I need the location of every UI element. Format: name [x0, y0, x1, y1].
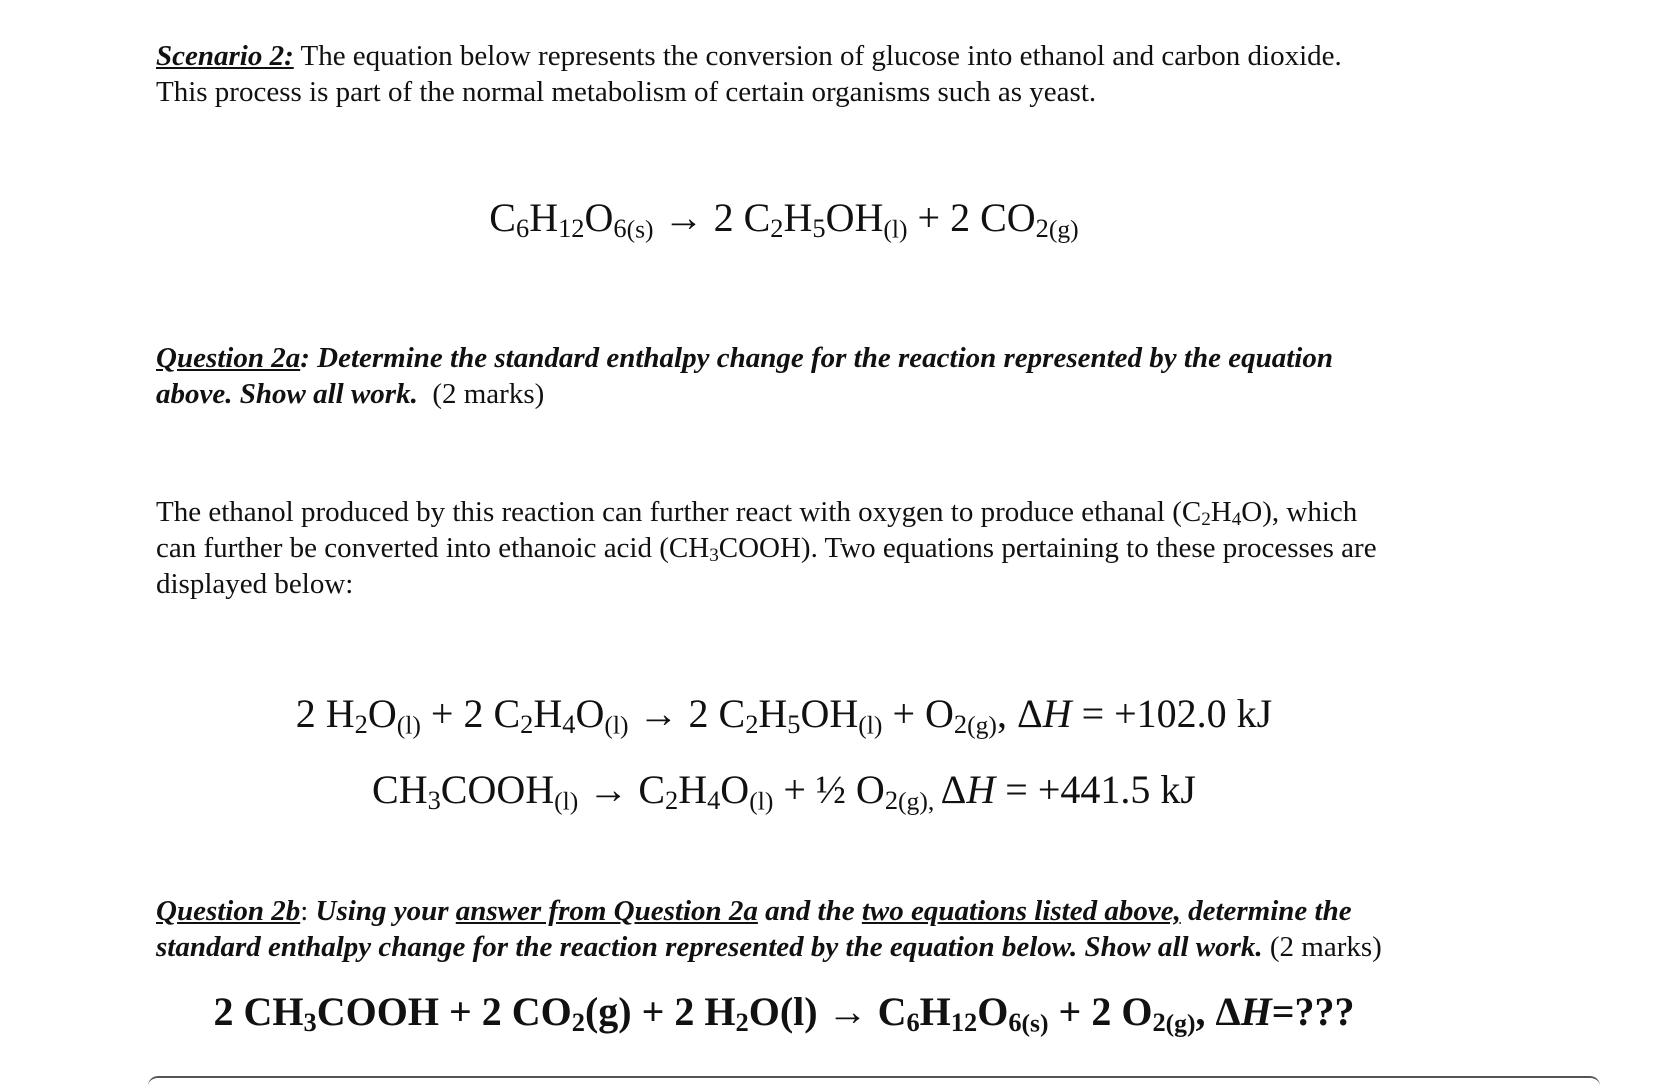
- ethanol-paragraph: [156, 494, 1416, 602]
- question-2b-line-2: standard enthalpy change for the reaction represented by the equation below. Show all work. (2 marks): [156, 931, 1382, 963]
- reaction-arrow: →: [653, 195, 714, 240]
- scenario-line-1: Scenario 2: The equation below represents the conversion of glucose into ethanol and carbon dioxide.: [156, 40, 1342, 72]
- reaction-arrow: →: [628, 691, 689, 736]
- ethanol-line-2: can further be converted into ethanoic acid $(CH_3COOH)$. Two equations pertaining to these processes are: [156, 532, 1377, 567]
- target-equation: 2 $CH_3COOH + 2$ $CO_2(g) + 2$ $H_2O(l) \to C_6H_{12}O_6(s) + 2$ $O_2(g)$, ΔH=???: [213, 989, 1355, 1038]
- ethanol-line-1: The ethanol produced by this reaction can further react with oxygen to produce ethanal $(C_2H_4O)$, which: [156, 496, 1358, 531]
- reaction-arrow: →: [817, 989, 878, 1034]
- ethanol-line-3: displayed below:: [156, 568, 354, 600]
- question-2a-marks: (2 marks): [417, 378, 545, 410]
- question-2a-label: Question 2a: [156, 342, 301, 374]
- question-2b: [156, 893, 1456, 965]
- equation-1: 2 $H_2O(l) + 2$ $C_2H_4O(l) \to 2$ $C_2H_5OH(l) + O_2(g)$, ΔH = +102.0 kJ: [295, 691, 1273, 740]
- equation-2-enthalpy: = +441.5 kJ: [995, 767, 1196, 812]
- target-enthalpy: =???: [1271, 989, 1355, 1034]
- question-2b-line-1: Question 2b: Using your answer from Question 2a and the two equations listed above, determine the: [156, 895, 1352, 927]
- equation-2: $CH_3COOH(l) \to C_2H_4O(l)$ + ½ $O_2(g)$, ΔH = +441.5 kJ: [372, 767, 1196, 816]
- equation-1-enthalpy: = +102.0 kJ: [1071, 691, 1273, 736]
- scenario-label: Scenario 2:: [156, 40, 294, 72]
- page-bottom-border: [148, 1076, 1600, 1088]
- question-2b-marks: (2 marks): [1262, 931, 1382, 963]
- question-2a-line-2: above. Show all work. (2 marks): [156, 378, 545, 410]
- reaction-arrow: →: [578, 767, 639, 812]
- scenario-paragraph: [156, 38, 1416, 110]
- question-2a: [156, 340, 1416, 412]
- scenario-line-2: This process is part of the normal metabolism of certain organisms such as yeast.: [156, 76, 1097, 108]
- question-2b-label: Question 2b: [156, 895, 301, 927]
- question-2a-line-1: Question 2a: Determine the standard enthalpy change for the reaction represented by the equation: [156, 342, 1333, 374]
- glucose-equation: $C_6H_{12}O_6(s) \to 2$ $C_2H_5OH(l) + 2$ $CO_2(g)$: [489, 195, 1079, 244]
